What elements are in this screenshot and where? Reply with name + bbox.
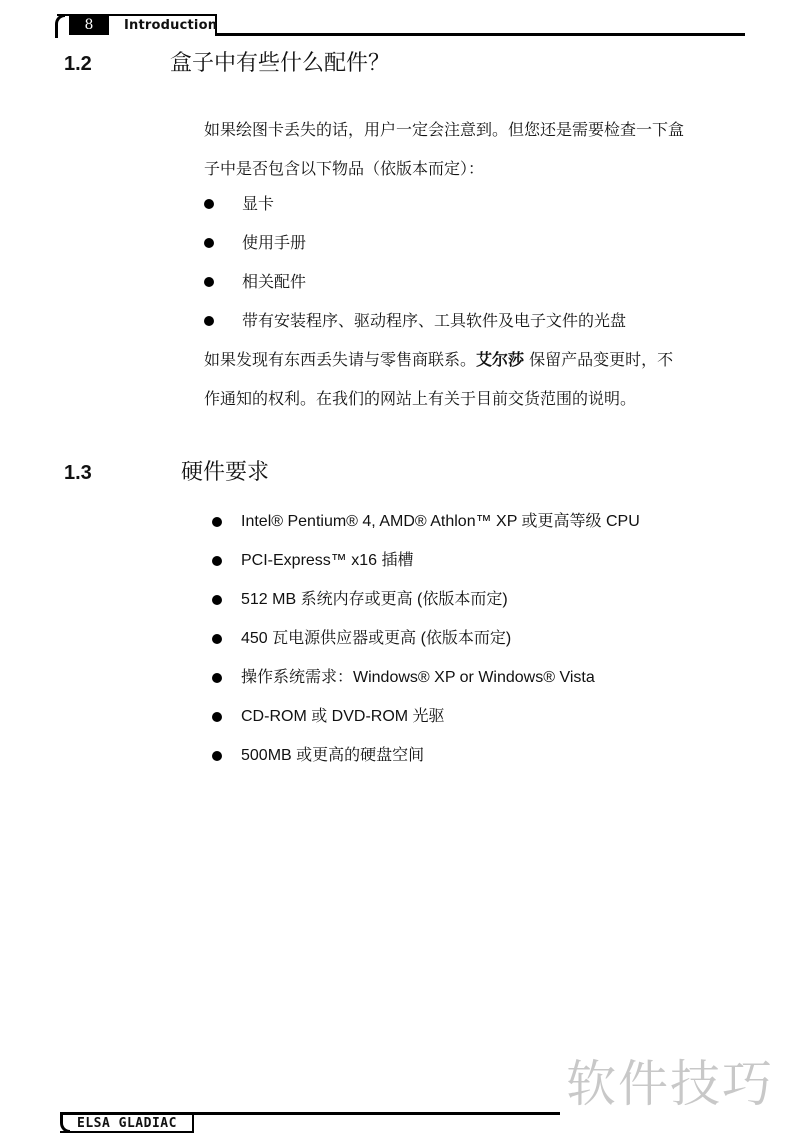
bullet-icon: [212, 517, 222, 527]
list-item-label: 操作系统需求：Windows® XP or Windows® Vista: [241, 669, 595, 686]
list-item-label: 512 MB 系统内存或更高 (依版本而定): [241, 591, 508, 608]
intro-line-2: 子中是否包含以下物品（依版本而定）：: [204, 159, 485, 178]
list-item-label: 显卡: [242, 194, 275, 213]
bullet-icon: [212, 673, 222, 683]
list-item: [212, 541, 640, 580]
section-title-1-2: 盒子中有些什么配件？: [170, 51, 391, 76]
list-item: [204, 184, 626, 223]
hardware-requirements-list: [212, 502, 640, 775]
bullet-icon: [212, 634, 222, 644]
page-number: 8: [69, 16, 109, 35]
list-item: [204, 262, 626, 301]
outro-line-1-post: 保留产品变更时，不: [524, 350, 674, 369]
bullet-icon: [204, 277, 214, 287]
brand-name: 艾尔莎: [476, 350, 525, 369]
list-item-label: 带有安装程序、驱动程序、工具软件及电子文件的光盘: [242, 311, 627, 330]
box-contents-list: [204, 184, 626, 340]
bullet-icon: [212, 595, 222, 605]
section-number-1-2: 1.2: [64, 53, 92, 75]
list-item-label: 450 瓦电源供应器或更高 (依版本而定): [241, 630, 512, 647]
footer-tab: [60, 1112, 194, 1133]
outro-line-1-pre: 如果发现有东西丢失请与零售商联系。: [204, 350, 477, 369]
header-tab: [57, 14, 217, 36]
chapter-label: Introduction: [124, 18, 218, 33]
list-item-label: PCI-Express™ x16 插槽: [241, 552, 414, 569]
bullet-icon: [212, 556, 222, 566]
intro-paragraph: [204, 110, 749, 188]
list-item-label: 使用手册: [242, 233, 307, 252]
list-item: [212, 580, 640, 619]
list-item: [212, 502, 640, 541]
list-item-label: 500MB 或更高的硬盘空间: [241, 747, 425, 764]
list-item: [212, 697, 640, 736]
watermark: 软件技巧: [566, 1055, 774, 1113]
list-item: [212, 658, 640, 697]
bullet-icon: [204, 316, 214, 326]
list-item: [212, 619, 640, 658]
bullet-icon: [212, 751, 222, 761]
page-footer: [60, 1112, 560, 1133]
section-title-1-3: 硬件要求: [181, 460, 270, 485]
section-number-1-3: 1.3: [64, 462, 92, 484]
outro-line-2: 作通知的权利。在我们的网站上有关于目前交货范围的说明。: [204, 389, 637, 408]
bullet-icon: [204, 199, 214, 209]
list-item: [204, 223, 626, 262]
footer-brand: ELSA GLADIAC: [77, 1116, 177, 1131]
list-item: [204, 301, 626, 340]
list-item: [212, 736, 640, 775]
page-header: [57, 14, 745, 36]
list-item-label: Intel® Pentium® 4, AMD® Athlon™ XP 或更高等级 CPU: [241, 513, 640, 530]
list-item-label: 相关配件: [242, 272, 307, 291]
bullet-icon: [212, 712, 222, 722]
outro-paragraph: [204, 340, 749, 418]
intro-line-1: 如果绘图卡丢失的话，用户一定会注意到。但您还是需要检查一下盒: [204, 120, 685, 139]
bullet-icon: [204, 238, 214, 248]
list-item-label: CD-ROM 或 DVD-ROM 光驱: [241, 708, 445, 725]
